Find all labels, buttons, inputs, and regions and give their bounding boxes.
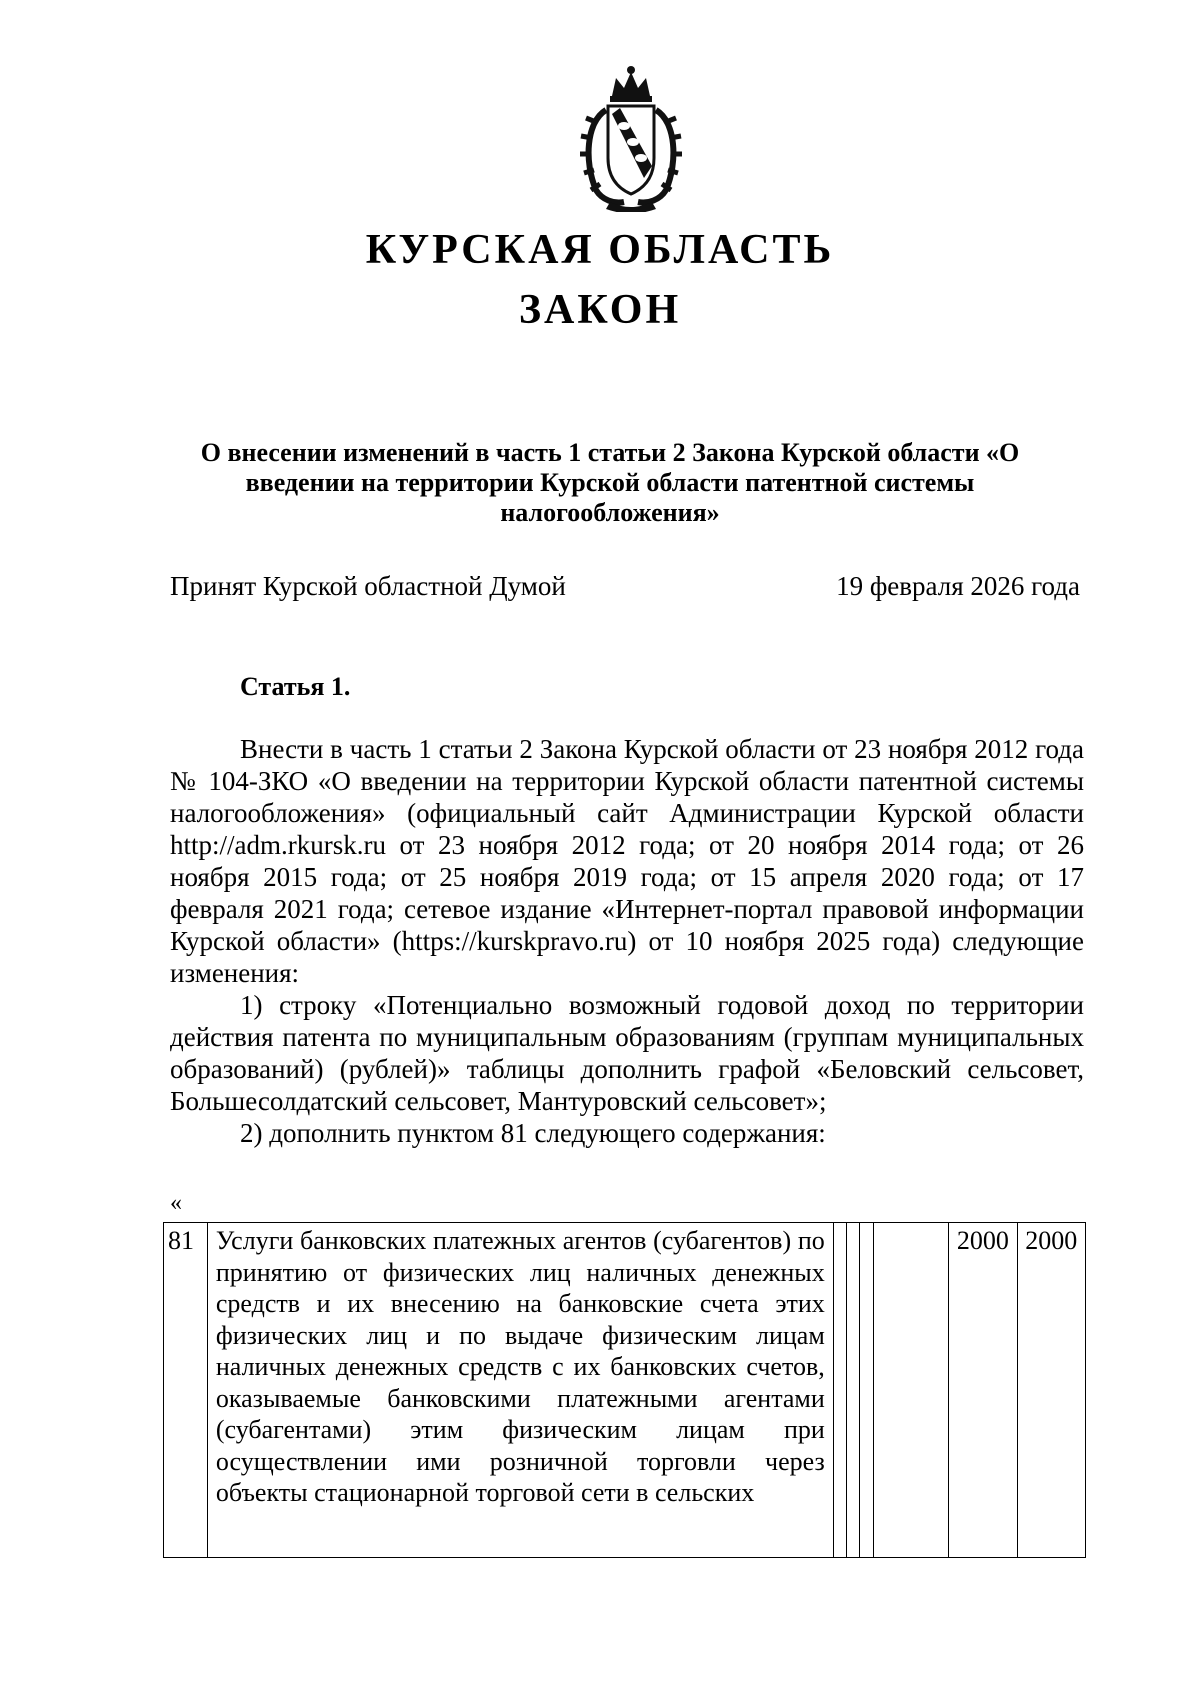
article-paragraph: Внести в часть 1 статьи 2 Закона Курской области от 23 ноября 2012 года № 104-ЗКО «О введении на территории Курской области патентной системы налогообложения» (официальный сайт Администрации Курской области http://adm.rkursk.ru от 23 ноября 2012 года; от 20 ноября 2014 года; от 26 ноября 2015 года; от 25 ноября 2019 года; от 15 апреля 2020 года; от 17 февраля 2021 года; сетевое издание «Интернет-портал правовой информации Курской области» (https://kurskpravo.ru) от 10 ноября 2025 года) следующие изменения: (170, 734, 1084, 988)
row-description: Услуги банковских платежных агентов (субагентов) по принятию от физических лиц наличных денежных средств и их внесению на банковские счета этих физических лиц и по выдаче физическим лицам наличных денежных средств с их банковских счетов, оказываемые банковскими платежными агентами (субагентами) этим физическим лицам при осуществлении ими розничной торговли через объекты стационарной торговой сети в сельских (207, 1223, 833, 1558)
opening-quote: « (170, 1190, 182, 1216)
adoption-body: Принят Курской областной Думой (170, 571, 566, 601)
law-title: О внесении изменений в часть 1 статьи 2 Закона Курской области «О введении на территории Курской области патентной системы налогообложения» (200, 438, 1020, 527)
article-paragraph: 2) дополнить пунктом 81 следующего содержания: (240, 1118, 826, 1148)
coat-of-arms-emblem (566, 62, 696, 212)
adoption-date: 19 февраля 2026 года (836, 571, 1080, 601)
amendment-table (163, 1222, 1086, 1558)
empty-cell (860, 1223, 873, 1558)
region-name: КУРСКАЯ ОБЛАСТЬ (365, 227, 835, 273)
empty-cell (833, 1223, 846, 1558)
row-value-1: 2000 (949, 1223, 1017, 1558)
empty-cell (873, 1223, 949, 1558)
document-type: ЗАКОН (518, 287, 682, 333)
row-number: 81 (164, 1223, 208, 1558)
article-title: Статья 1. (240, 672, 351, 701)
table-row (164, 1223, 1086, 1558)
article-paragraph: 1) строку «Потенциально возможный годовой доход по территории действия патента по муниципальным образованиям (группам муниципальных образований) (рублей)» таблицы дополнить графой «Беловский сельсовет, Большесолдатский сельсовет, Мантуровский сельсовет»; (170, 990, 1084, 1116)
coat-of-arms-icon (566, 62, 696, 212)
row-value-2: 2000 (1017, 1223, 1085, 1558)
empty-cell (847, 1223, 860, 1558)
article-body (170, 733, 1084, 1149)
